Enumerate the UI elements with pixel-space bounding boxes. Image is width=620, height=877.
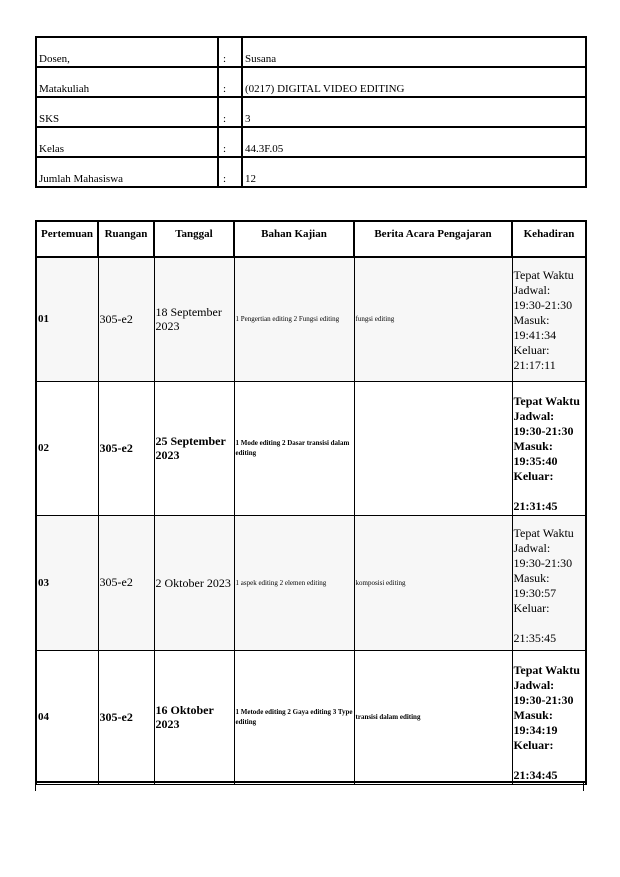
attendance-jadwal: 19:30-21:30 [513,555,573,570]
attendance-status: Tepat Waktu [513,268,574,282]
table-continuation-right [583,781,584,791]
cell-tanggal: 25 September 2023 [154,381,234,515]
attendance-keluar: 21:17:11 [513,358,556,372]
schedule-header-row [36,221,586,257]
info-row-sks [36,97,586,127]
cell-ruangan: 305-e2 [98,381,154,515]
info-value: 44.3F.05 [242,127,586,157]
attendance-jadwal: 19:30-21:30 [513,692,574,707]
attendance-jadwal: 19:30-21:30 [513,298,573,312]
header-kehadiran: Kehadiran [512,221,586,257]
cell-ruangan: 305-e2 [98,515,154,650]
info-label: SKS [36,97,218,127]
attendance-masuk: 19:35:40 [513,453,558,468]
info-label: Kelas [36,127,218,157]
attendance-masuk-label: Masuk: [513,438,553,453]
cell-bahan-kajian: 1 Pengertian editing 2 Fungsi editing [234,257,354,381]
attendance-masuk-label: Masuk: [513,570,550,585]
info-value: 12 [242,157,586,187]
attendance-keluar-label: Keluar: [513,600,550,615]
info-row-jumlah [36,157,586,187]
schedule-table [35,220,587,785]
cell-berita-acara: fungsi editing [354,257,512,381]
cell-bahan-kajian: 1 Metode editing 2 Gaya editing 3 Type editing [234,650,354,784]
header-pertemuan: Pertemuan [36,221,98,257]
attendance-masuk-label: Masuk: [513,313,550,327]
info-separator: : [218,127,242,157]
attendance-keluar-label: Keluar: [513,343,550,357]
cell-ruangan: 305-e2 [98,650,154,784]
table-row [36,650,586,784]
attendance-keluar: 21:31:45 [513,498,558,513]
course-info-table [35,36,587,188]
table-row [36,381,586,515]
info-row-kelas [36,127,586,157]
info-label: Dosen, [36,37,218,67]
header-ruangan: Ruangan [98,221,154,257]
attendance-masuk: 19:34:19 [513,722,558,737]
cell-pertemuan: 02 [36,381,98,515]
header-tanggal: Tanggal [154,221,234,257]
attendance-keluar-label: Keluar: [513,737,554,752]
table-bottom-border [35,781,585,783]
cell-tanggal: 16 Oktober 2023 [154,650,234,784]
attendance-jadwal: 19:30-21:30 [513,423,574,438]
cell-bahan-kajian: 1 Mode editing 2 Dasar transisi dalam editing [234,381,354,515]
info-row-dosen [36,37,586,67]
cell-pertemuan: 01 [36,257,98,381]
cell-pertemuan: 03 [36,515,98,650]
attendance-jadwal-label: Jadwal: [513,408,555,423]
attendance-keluar-label: Keluar: [513,468,554,483]
info-separator: : [218,37,242,67]
attendance-status: Tepat Waktu [513,525,574,540]
cell-tanggal: 2 Oktober 2023 [154,515,234,650]
cell-tanggal: 18 September 2023 [154,257,234,381]
attendance-status: Tepat Waktu [513,662,580,677]
cell-kehadiran [512,257,586,381]
info-separator: : [218,157,242,187]
info-label: Jumlah Mahasiswa [36,157,218,187]
table-row [36,257,586,381]
attendance-status: Tepat Waktu [513,393,580,408]
attendance-masuk: 19:30:57 [513,585,557,600]
info-value: Susana [242,37,586,67]
attendance-jadwal-label: Jadwal: [513,283,551,297]
attendance-keluar: 21:34:45 [513,767,558,782]
table-row [36,515,586,650]
cell-kehadiran [512,650,586,784]
cell-berita-acara: transisi dalam editing [354,650,512,784]
table-continuation-left [35,781,36,791]
cell-berita-acara [354,381,512,515]
attendance-masuk-label: Masuk: [513,707,553,722]
attendance-jadwal-label: Jadwal: [513,677,555,692]
cell-ruangan: 305-e2 [98,257,154,381]
attendance-masuk: 19:41:34 [513,328,557,342]
info-value: (0217) DIGITAL VIDEO EDITING [242,67,586,97]
cell-pertemuan: 04 [36,650,98,784]
cell-kehadiran [512,515,586,650]
info-separator: : [218,67,242,97]
header-bahan-kajian: Bahan Kajian [234,221,354,257]
info-value: 3 [242,97,586,127]
cell-berita-acara: komposisi editing [354,515,512,650]
attendance-keluar: 21:35:45 [513,630,557,645]
header-berita-acara: Berita Acara Pengajaran [354,221,512,257]
info-label: Matakuliah [36,67,218,97]
info-separator: : [218,97,242,127]
info-row-matakuliah [36,67,586,97]
attendance-jadwal-label: Jadwal: [513,540,551,555]
cell-bahan-kajian: 1 aspek editing 2 elemen editing [234,515,354,650]
cell-kehadiran [512,381,586,515]
